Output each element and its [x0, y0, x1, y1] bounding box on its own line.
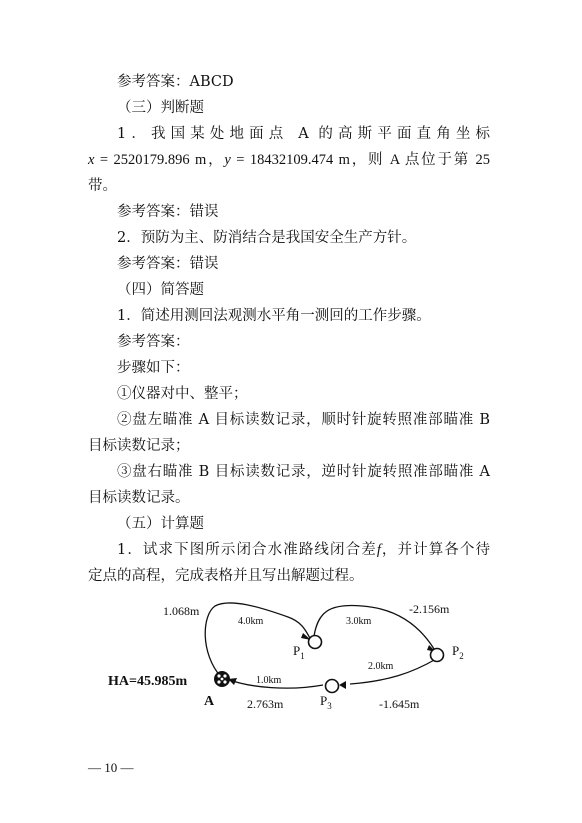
- question-judgement-1: 1．我国某处地面点 A 的高斯平面直角坐标: [117, 126, 490, 142]
- height-diff-1: 1.068m: [163, 604, 200, 618]
- route-segment-a-p1: [205, 603, 312, 677]
- question-calculation-1: [117, 540, 490, 560]
- question-short-answer-1: 1．简述用测回法观测水平角一测回的工作步骤。: [117, 308, 431, 324]
- distance-2: 3.0km: [346, 616, 372, 627]
- point-p2-icon: [431, 649, 444, 662]
- point-p3-icon: [326, 680, 339, 693]
- var-f: f: [376, 542, 381, 558]
- question-judgement-2: 2．预防为主、防消结合是我国安全生产方针。: [117, 230, 417, 246]
- height-diff-3: -1.645m: [379, 697, 420, 711]
- distance-4: 1.0km: [256, 675, 282, 686]
- step-2: ②盘左瞄准 A 目标读数记录，顺时针旋转照准部瞄准 B: [117, 412, 490, 428]
- question-calculation-1-cont: 定点的高程，完成表格并且写出解题过程。: [88, 568, 364, 584]
- distance-1: 4.0km: [238, 616, 264, 627]
- point-a-label: A: [204, 694, 215, 709]
- section-heading-calculation: （五）计算题: [117, 516, 204, 532]
- answer-label: 参考答案：: [117, 334, 190, 350]
- question-judgement-1-coords: [88, 150, 490, 170]
- step-3-cont: 目标读数记录。: [88, 490, 190, 506]
- coord-y: = 18432109.474 m，则 A 点位于第 25: [230, 152, 490, 168]
- step-1: ①仪器对中、整平；: [117, 386, 248, 402]
- step-3: ③盘右瞄准 B 目标读数记录，逆时针旋转照准部瞄准 A: [117, 464, 490, 480]
- height-diff-4: 2.763m: [247, 697, 284, 711]
- var-y: y: [224, 152, 231, 168]
- section-heading-short-answer: （四）简答题: [117, 282, 204, 298]
- answer-line-2: 参考答案：错误: [117, 204, 219, 220]
- leveling-route-diagram: [100, 595, 500, 720]
- p3-subscript: 3: [327, 701, 332, 711]
- section-heading-judgement: （三）判断题: [117, 100, 204, 116]
- step-2-cont: 目标读数记录；: [88, 438, 190, 454]
- steps-intro: 步骤如下：: [117, 360, 190, 376]
- point-p1-icon: [309, 636, 322, 649]
- q-calc-part-a: 1．试求下图所示闭合水准路线闭合差: [117, 542, 377, 558]
- answer-line-1: 参考答案：ABCD: [117, 74, 234, 90]
- p3-letter: P: [320, 693, 328, 708]
- height-diff-2: -2.156m: [409, 602, 450, 616]
- p1-letter: P: [293, 643, 301, 658]
- route-segment-p2-p3-arrow: [339, 681, 346, 689]
- coord-x: = 2520179.896 m，: [94, 152, 225, 168]
- var-x: x: [88, 152, 95, 168]
- question-judgement-1-end: 带。: [88, 178, 117, 194]
- q-calc-part-b: ，并计算各个待: [380, 542, 490, 558]
- distance-3: 2.0km: [368, 661, 394, 672]
- point-p2-label: [452, 643, 464, 661]
- point-p3-label: [320, 693, 332, 711]
- p2-letter: P: [452, 643, 460, 658]
- benchmark-a-icon: [214, 671, 230, 687]
- p2-subscript: 2: [459, 651, 464, 661]
- ha-label: HA=45.985m: [108, 674, 188, 689]
- page-number: — 10 —: [88, 760, 134, 775]
- p1-subscript: 1: [300, 651, 305, 661]
- answer-line-3: 参考答案：错误: [117, 256, 219, 272]
- point-p1-label: [293, 643, 305, 661]
